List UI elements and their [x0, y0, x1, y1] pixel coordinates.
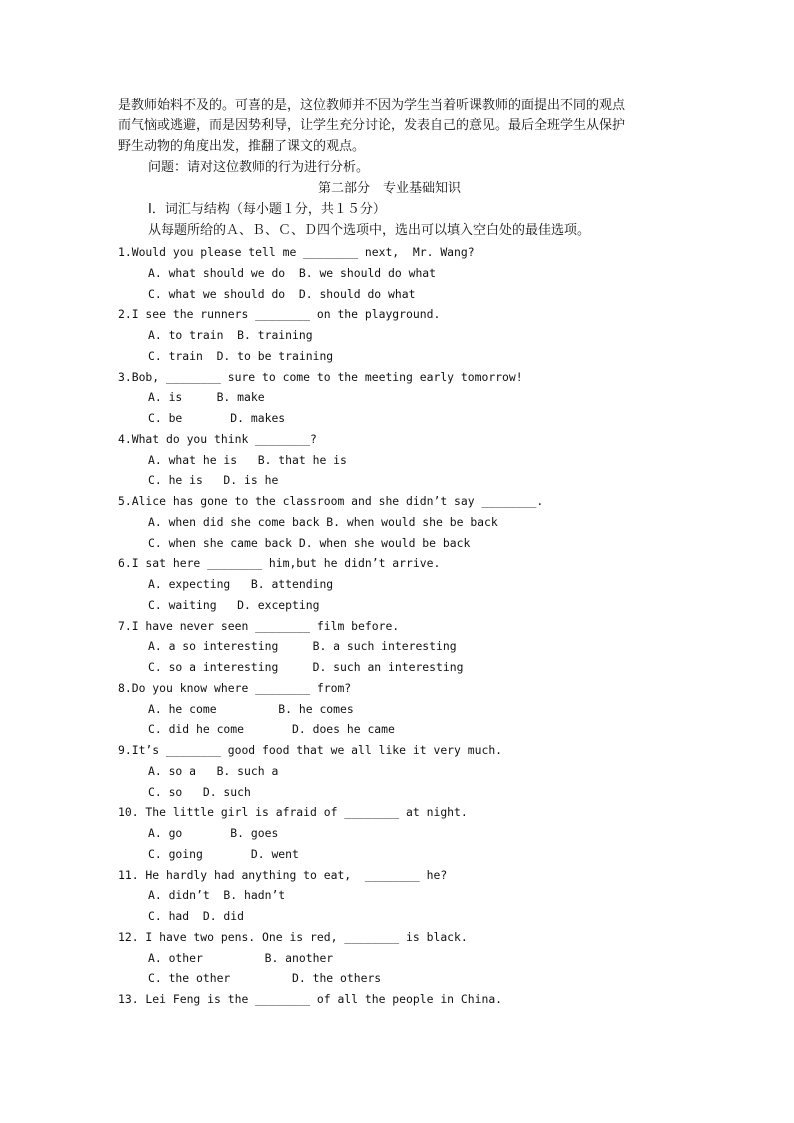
intro-line-3: 野生动物的角度出发，推翻了课文的观点。	[118, 139, 366, 154]
question-stem: 13. Lei Feng is the ________ of all the people in China.	[118, 992, 503, 1006]
question-options: C. did he come D. does he came	[148, 722, 395, 736]
question-options: C. had D. did	[148, 909, 245, 923]
section-title: Ⅰ．词汇与结构（每小题１分，共１５分）	[148, 202, 386, 217]
question-options: A. go B. goes	[148, 826, 279, 840]
question-stem: 8.Do you know where ________ from?	[118, 681, 352, 695]
question-options: C. be D. makes	[148, 411, 286, 425]
question-stem: 3.Bob, ________ sure to come to the meeting early tomorrow!	[118, 370, 523, 384]
question-options: A. other B. another	[148, 951, 334, 965]
question-options: C. the other D. the others	[148, 971, 382, 985]
question-stem: 7.I have never seen ________ film before.	[118, 619, 400, 633]
question-options: C. when she came back D. when she would be back	[148, 536, 471, 550]
question-options: C. going D. went	[148, 847, 299, 861]
question-options: A. didn’t B. hadn’t	[148, 888, 286, 902]
question-options: A. what should we do B. we should do what	[148, 266, 437, 280]
question-stem: 6.I sat here ________ him,but he didn’t arrive.	[118, 556, 441, 570]
question-stem: 12. I have two pens. One is red, ________ is black.	[118, 930, 468, 944]
instruction-text: 从每题所给的Ａ、Ｂ、Ｃ、Ｄ四个选项中，选出可以填入空白处的最佳选项。	[148, 223, 591, 238]
question-prompt: 问题：请对这位教师的行为进行分析。	[148, 160, 370, 175]
question-stem: 9.It’s ________ good food that we all like it very much.	[118, 743, 503, 757]
question-options: A. what he is B. that he is	[148, 453, 347, 467]
question-options: C. what we should do D. should do what	[148, 287, 416, 301]
question-stem: 4.What do you think ________?	[118, 432, 317, 446]
question-options: A. so a B. such a	[148, 764, 279, 778]
intro-line-2: 而气恼或逃避，而是因势利导，让学生充分讨论，发表自己的意见。最后全班学生从保护	[118, 118, 626, 133]
question-stem: 5.Alice has gone to the classroom and she didn’t say ________.	[118, 494, 544, 508]
question-stem: 2.I see the runners ________ on the playground.	[118, 307, 441, 321]
question-options: A. when did she come back B. when would she be back	[148, 515, 498, 529]
question-stem: 11. He hardly had anything to eat, ________ he?	[118, 868, 448, 882]
question-options: C. waiting D. excepting	[148, 598, 320, 612]
part-title: 第二部分 专业基础知识	[318, 181, 462, 196]
question-stem: 10. The little girl is afraid of ________ at night.	[118, 805, 468, 819]
question-options: A. expecting B. attending	[148, 577, 334, 591]
question-stem: 1.Would you please tell me ________ next, Mr. Wang?	[118, 245, 475, 259]
question-options: A. is B. make	[148, 390, 265, 404]
intro-line-1: 是教师始料不及的。可喜的是，这位教师并不因为学生当着听课教师的面提出不同的观点	[118, 98, 626, 113]
question-options: C. he is D. is he	[148, 473, 279, 487]
question-options: C. so a interesting D. such an interesting	[148, 660, 464, 674]
question-options: A. a so interesting B. a such interesting	[148, 639, 457, 653]
question-options: A. he come B. he comes	[148, 702, 354, 716]
question-options: C. train D. to be training	[148, 349, 334, 363]
question-options: A. to train B. training	[148, 328, 313, 342]
question-options: C. so D. such	[148, 785, 251, 799]
